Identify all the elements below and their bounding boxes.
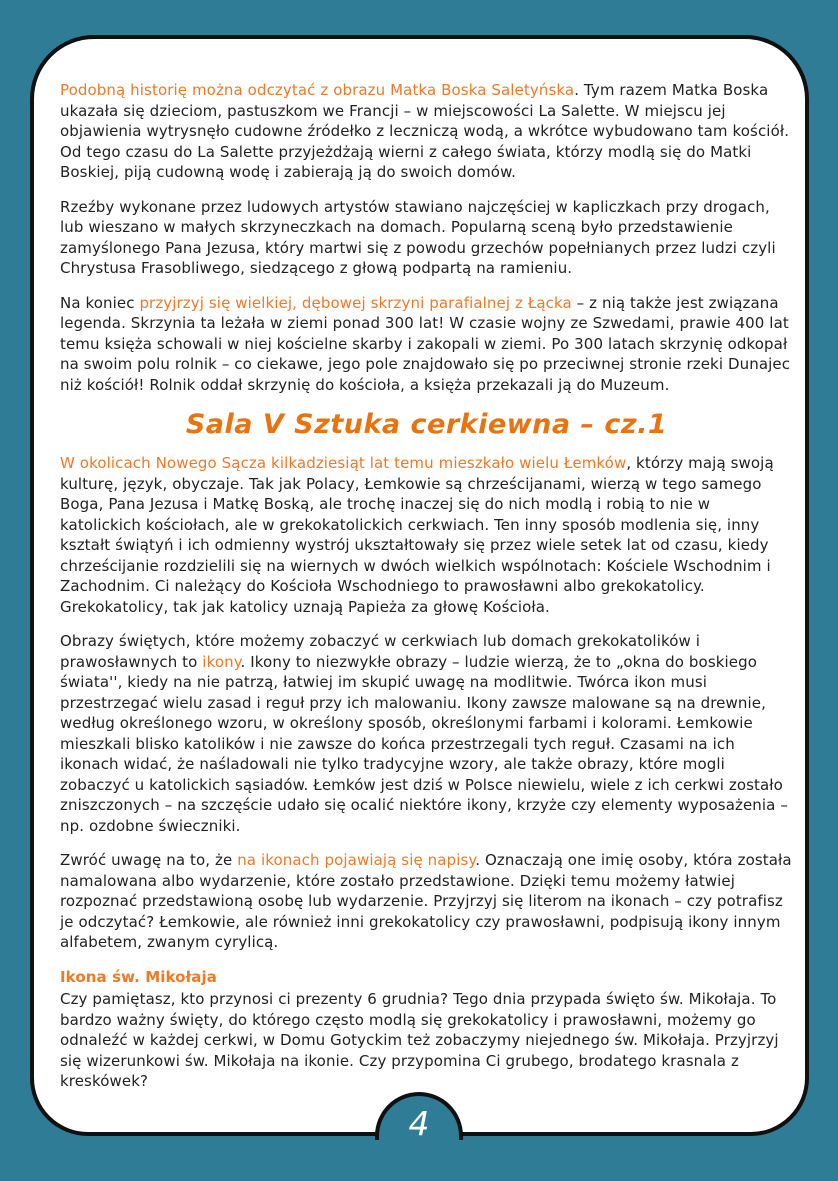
paragraph-skrzynia-parafialna	[60, 293, 793, 396]
paragraph-text: Obrazy świętych, które możemy zobaczyć w cerkwiach lub domach grekokatolików i prawosławnych to	[60, 632, 700, 671]
highlighted-phrase: na ikonach pojawiają się napisy	[237, 851, 476, 869]
page-number: 4	[408, 1103, 430, 1143]
paragraph-text: , którzy mają swoją kulturę, język, obyczaje. Tak jak Polacy, Łemkowie są chrześcijanami, wierzą w tego samego Boga, Pana Jezusa i Matkę Boską, ale trochę inaczej się do nich modlą i robią to nie w katolickich kościołach, ale w grekokatolickich cerkwiach. Ten inny sposób modlenia się, inny kształt świątyń i ich odmienny wystrój ukształtowały się przez wiele setek lat od czasu, kiedy chrześcijanie rozdzielili się na wiernych w dwóch wielkich wspólnotach: Kościele Wschodnim i Zachodnim. Ci należący do Kościoła Wschodniego to prawosławni albo grekokatolicy. Grekokatolicy, tak jak katolicy uznają Papieża za głowę Kościoła.	[60, 454, 774, 616]
subsection-heading-ikona-sw-mikolaja: Ikona św. Mikołaja	[60, 967, 217, 986]
highlighted-phrase: ikony	[202, 652, 241, 671]
highlighted-phrase: W okolicach Nowego Sącza kilkadziesiąt lat temu mieszkało wielu Łemków	[60, 454, 627, 472]
paragraph-text: Zwróć uwagę na to, że	[60, 851, 238, 869]
paragraph-text: . Tym razem Matka Boska ukazała się dzieciom, pastuszkom we Francji – w miejscowości La Salette. W miejscu jej objawienia wytrysnęło cudowne źródełko z leczniczą wodą, a wkrótce wybudowano tam kościół. Od tego czasu do La Salette przyjeżdżają wierni z całego świata, którzy modlą się do Matki Boskiej, piją cudowną wodę i zabierają ją do swoich domów.	[60, 81, 790, 181]
paragraph-text: Rzeźby wykonane przez ludowych artystów stawiano najczęściej w kapliczkach przy drogach, lub wieszano w małych skrzyneczkach na domach. Popularną sceną było przedstawienie zamyślonego Pana Jezusa, który martwi się z powodu grzechów popełnianych przez ludzi czyli Chrystusa Frasobliwego, siedzącego z głową podpartą na ramieniu.	[60, 197, 776, 277]
section-heading: Sala V Sztuka cerkiewna – cz.1	[185, 409, 668, 440]
paragraph-text: . Ikony to niezwykłe obrazy – ludzie wierzą, że to „okna do boskiego świata'', kiedy na nie patrzą, łatwiej im skupić uwagę na modlitwie. Twórca ikon musi przestrzegać wielu zasad i reguł przy ich malowaniu. Ikony zawsze malowane są na drewnie, według określonego wzoru, w określony sposób, określonymi farbami i kolorami. Łemkowie mieszkali blisko katolików i nie zawsze do końca przestrzegali tych reguł. Czasami na ich ikonach widać, że naśladowali nie tylko tradycyjne wzory, ale także obrazy, które mogli zobaczyć u katolickich sąsiadów. Łemków jest dziś w Polsce niewielu, wiele z ich cerkwi zostało zniszczonych – na szczęście udało się ocalić niektóre ikony, krzyże czy elementy wyposażenia – np. ozdobne świeczniki.	[60, 652, 788, 835]
paragraph-text: Czy pamiętasz, kto przynosi ci prezenty 6 grudnia? Tego dnia przypada święto św. Mikołaja. To bardzo ważny święty, do którego często modlą się grekokatolicy i prawosławni, możemy go odnaleźć w każdej cerkwi, w Domu Gotyckim też zobaczymy niejednego św. Mikołaja. Przyjrzyj się wizerunkowi św. Mikołaja na ikonie. Czy przypomina Ci grubego, brodatego krasnala z kreskówek?	[60, 990, 779, 1090]
paragraph-lemkowie	[60, 453, 793, 617]
highlighted-phrase: Podobną historię można odczytać z obrazu Matka Boska Saletyńska	[60, 81, 575, 99]
highlighted-phrase: przyjrzyj się wielkiej, dębowej skrzyni parafialnej z Łącka	[139, 293, 572, 312]
paragraph-text: – z nią także jest związana legenda. Skrzynia ta leżała w ziemi ponad 300 lat! W czasie wojny ze Szwedami, prawie 400 lat temu księża schowali w niej kościelne skarby i zakopali w ziemi. Po 300 latach skrzynię odkopał na swoim polu rolnik – co ciekawe, jego pole znajdowało się po przeciwnej stronie rzeki Dunajec niż kościół! Rolnik oddał skrzynię do kościoła, a księża przekazali ją do Muzeum.	[60, 293, 791, 394]
paragraph-napisy-na-ikonach	[60, 850, 793, 953]
paragraph-sw-mikolaj	[60, 989, 793, 1092]
paragraph-rzezby-ludowe	[60, 197, 793, 279]
paragraph-text: . Oznaczają one imię osoby, która została namalowana albo wydarzenie, które zostało przedstawione. Dzięki temu możemy łatwiej rozpoznać przedstawioną osobę lub wydarzenie. Przyjrzyj się literom na ikonach – czy potrafisz je odczytać? Łemkowie, ale również inni grekokatolicy czy prawosławni, podpisują ikony innym alfabetem, zwanym cyrylicą.	[60, 851, 792, 951]
document-page-panel	[30, 35, 809, 1136]
paragraph-text: Na koniec	[60, 293, 140, 312]
paragraph-matka-boska-saletynska	[60, 80, 793, 183]
paragraph-ikony	[60, 631, 793, 836]
page-content	[34, 39, 805, 1106]
